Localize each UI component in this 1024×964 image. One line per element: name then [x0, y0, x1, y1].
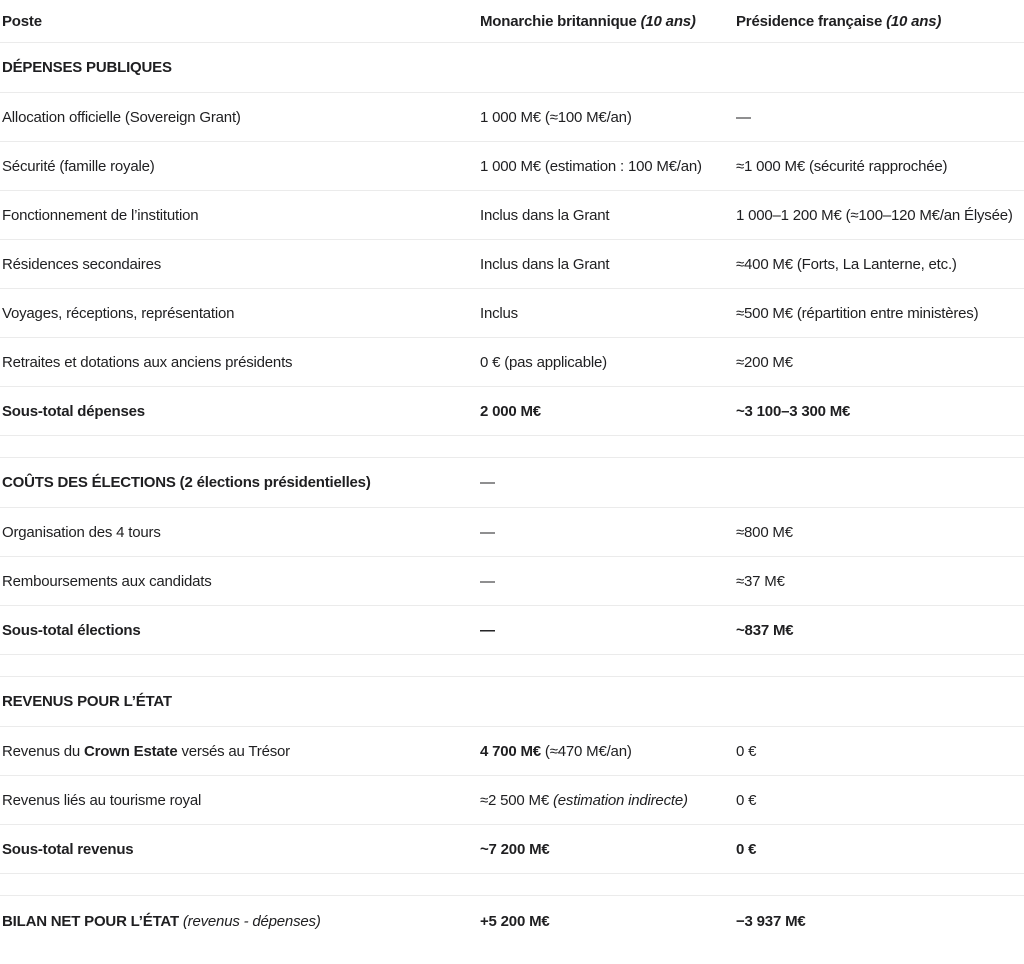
table-row: [0, 191, 1024, 240]
cell-presidence-francaise: [736, 573, 1024, 590]
text-run: −3 937 M€: [736, 913, 806, 930]
cell-monarchie-britannique: [480, 354, 736, 371]
text-run: —: [480, 474, 495, 491]
text-run: ≈200 M€: [736, 353, 793, 371]
cell-monarchie-britannique: [480, 109, 736, 126]
text-run: (estimation indirecte): [552, 791, 688, 809]
text-run: BILAN NET POUR L’ÉTAT: [2, 913, 183, 930]
text-run: Présidence française: [736, 12, 887, 30]
text-run: COÛTS DES ÉLECTIONS (2 élections présidentielles): [2, 474, 371, 491]
text-run: (10 ans): [886, 12, 942, 30]
text-run: ~3 100–3 300 M€: [736, 402, 851, 420]
text-run: Sous-total revenus: [2, 840, 134, 858]
cell-presidence-francaise: [736, 256, 1024, 273]
text-run: Sous-total élections: [2, 621, 141, 639]
text-run: ≈37 M€: [736, 572, 785, 590]
table-header-row: [0, 0, 1024, 43]
subtotal-row: [0, 825, 1024, 874]
text-run: DÉPENSES PUBLIQUES: [2, 59, 172, 76]
cell-presidence-francaise: [736, 158, 1024, 175]
cell-monarchie-britannique: [480, 13, 736, 30]
cell-poste: [0, 13, 480, 30]
text-run: Remboursements aux candidats: [2, 572, 212, 590]
cell-presidence-francaise: [736, 622, 1024, 639]
text-run: Allocation officielle (Sovereign Grant): [2, 108, 241, 126]
cell-monarchie-britannique: [480, 158, 736, 175]
text-run: —: [480, 572, 495, 590]
cell-presidence-francaise: [736, 792, 1024, 809]
cell-poste: [0, 256, 480, 273]
cell-poste: [0, 158, 480, 175]
cell-monarchie-britannique: [480, 207, 736, 224]
text-run: —: [480, 523, 495, 541]
text-run: ≈800 M€: [736, 523, 793, 541]
cell-poste: [0, 743, 480, 760]
text-run: Revenus du: [2, 742, 85, 760]
text-run: ≈1 000 M€ (sécurité rapprochée): [736, 157, 948, 175]
cell-poste: [0, 841, 480, 858]
text-run: Retraites et dotations aux anciens présidents: [2, 353, 293, 371]
cell-monarchie-britannique: [480, 403, 736, 420]
cell-monarchie-britannique: [480, 305, 736, 322]
table-row: [0, 289, 1024, 338]
text-run: ~837 M€: [736, 621, 794, 639]
cell-monarchie-britannique: [480, 913, 736, 930]
table-row: [0, 557, 1024, 606]
text-run: Organisation des 4 tours: [2, 523, 161, 541]
cell-monarchie-britannique: [480, 622, 736, 639]
cell-poste: [0, 354, 480, 371]
text-run: ~7 200 M€: [480, 840, 550, 858]
text-run: Résidences secondaires: [2, 255, 162, 273]
text-run: Fonctionnement de l’institution: [2, 206, 199, 224]
text-run: 1 000 M€ (≈100 M€/an): [480, 108, 632, 126]
table-row: [0, 727, 1024, 776]
text-run: versés au Trésor: [177, 742, 290, 760]
text-run: (10 ans): [640, 12, 696, 30]
cell-poste: [0, 305, 480, 322]
cell-poste: [0, 474, 480, 491]
text-run: —: [736, 108, 751, 126]
spacer-row: [0, 874, 1024, 896]
text-run: 2 000 M€: [480, 402, 541, 420]
text-run: Voyages, réceptions, représentation: [2, 304, 235, 322]
text-run: Sécurité (famille royale): [2, 157, 155, 175]
text-run: Crown Estate: [84, 742, 178, 760]
cell-monarchie-britannique: [480, 792, 736, 809]
text-run: ≈500 M€ (répartition entre ministères): [736, 304, 979, 322]
table-row: [0, 240, 1024, 289]
table-row: [0, 508, 1024, 557]
cell-poste: [0, 913, 480, 930]
cell-poste: [0, 403, 480, 420]
text-run: +5 200 M€: [480, 913, 550, 930]
text-run: 4 700 M€: [480, 742, 541, 760]
cell-poste: [0, 573, 480, 590]
text-run: 0 €: [736, 742, 757, 760]
table-row: [0, 142, 1024, 191]
table-row: [0, 93, 1024, 142]
cell-poste: [0, 693, 480, 710]
cell-presidence-francaise: [736, 403, 1024, 420]
text-run: ≈2 500 M€: [480, 791, 553, 809]
cell-monarchie-britannique: [480, 743, 736, 760]
cell-presidence-francaise: [736, 109, 1024, 126]
text-run: Inclus dans la Grant: [480, 255, 610, 273]
cell-presidence-francaise: [736, 841, 1024, 858]
text-run: (revenus - dépenses): [182, 913, 321, 930]
table-row: [0, 776, 1024, 825]
section-header-row: [0, 677, 1024, 727]
section-header-row: [0, 43, 1024, 93]
text-run: Sous-total dépenses: [2, 402, 145, 420]
cell-monarchie-britannique: [480, 573, 736, 590]
cell-poste: [0, 109, 480, 126]
cell-presidence-francaise: [736, 524, 1024, 541]
cell-poste: [0, 792, 480, 809]
text-run: —: [480, 621, 495, 639]
cell-monarchie-britannique: [480, 841, 736, 858]
text-run: 0 € (pas applicable): [480, 353, 607, 371]
cell-poste: [0, 59, 480, 76]
cell-poste: [0, 622, 480, 639]
spacer-row: [0, 655, 1024, 677]
cell-monarchie-britannique: [480, 474, 736, 491]
cell-presidence-francaise: [736, 913, 1024, 930]
cell-monarchie-britannique: [480, 524, 736, 541]
total-row: [0, 896, 1024, 947]
text-run: (≈470 M€/an): [540, 742, 632, 760]
text-run: 0 €: [736, 791, 757, 809]
text-run: Revenus liés au tourisme royal: [2, 791, 202, 809]
text-run: 1 000–1 200 M€ (≈100–120 M€/an Élysée): [736, 206, 1013, 224]
cell-presidence-francaise: [736, 305, 1024, 322]
text-run: ≈400 M€ (Forts, La Lanterne, etc.): [736, 255, 957, 273]
cell-presidence-francaise: [736, 354, 1024, 371]
subtotal-row: [0, 387, 1024, 436]
text-run: Inclus dans la Grant: [480, 206, 610, 224]
cell-poste: [0, 524, 480, 541]
subtotal-row: [0, 606, 1024, 655]
section-header-row: [0, 458, 1024, 508]
cell-presidence-francaise: [736, 13, 1024, 30]
text-run: 0 €: [736, 840, 757, 858]
text-run: 1 000 M€ (estimation : 100 M€/an): [480, 157, 702, 175]
text-run: REVENUS POUR L’ÉTAT: [2, 693, 172, 710]
text-run: Inclus: [480, 304, 518, 322]
table-row: [0, 338, 1024, 387]
spacer-row: [0, 436, 1024, 458]
cell-poste: [0, 207, 480, 224]
cell-presidence-francaise: [736, 207, 1024, 224]
cell-monarchie-britannique: [480, 256, 736, 273]
text-run: Poste: [2, 12, 42, 30]
text-run: Monarchie britannique: [480, 12, 641, 30]
cell-presidence-francaise: [736, 743, 1024, 760]
